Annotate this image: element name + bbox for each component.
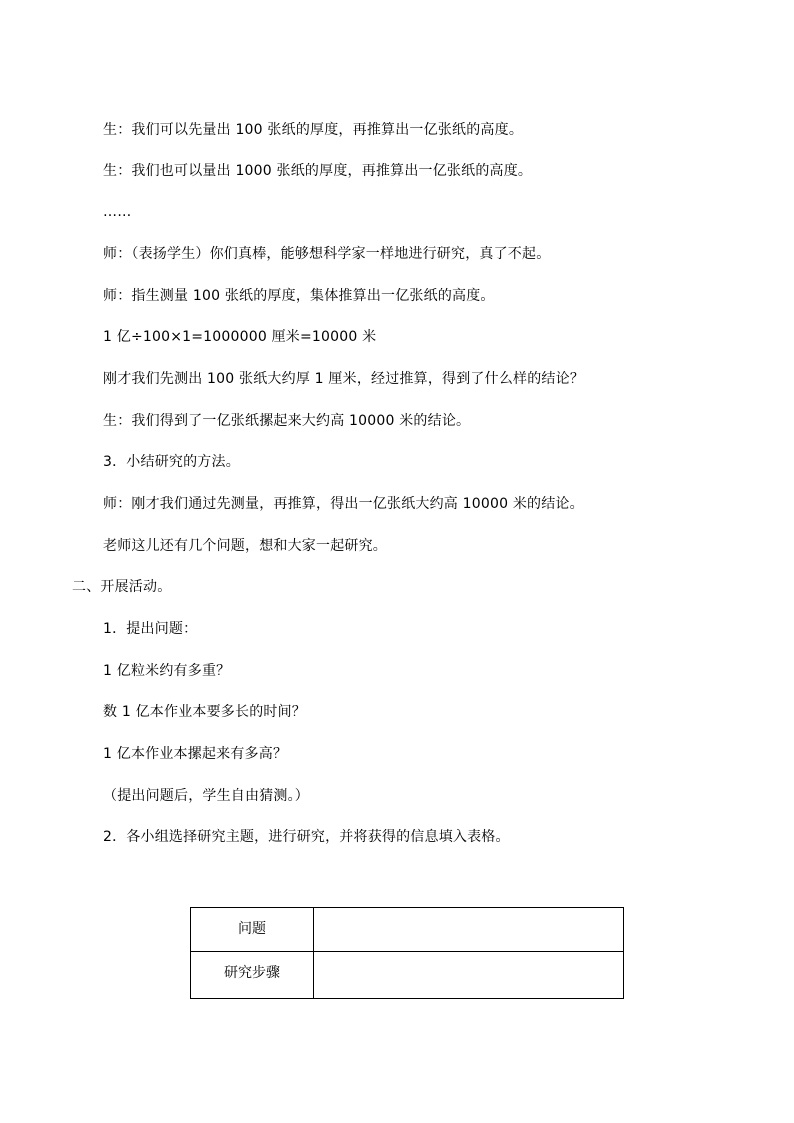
question-count-time: 数 1 亿本作业本要多长的时间？ — [103, 704, 307, 720]
question-rice-weight: 1 亿粒米约有多重？ — [103, 663, 231, 679]
paragraph-ellipsis: …… — [103, 204, 132, 220]
paragraph-teacher-praise: 师：（表扬学生）你们真棒，能够想科学家一样地进行研究，真了不起。 — [103, 246, 551, 262]
research-table — [190, 907, 624, 999]
paragraph-teacher-measure: 师：指生测量 100 张纸的厚度，集体推算出一亿张纸的高度。 — [103, 288, 495, 304]
paragraph-student-conclusion: 生：我们得到了一亿张纸摞起来大约高 10000 米的结论。 — [103, 413, 471, 429]
paragraph-student-measure-1000: 生：我们也可以量出 1000 张纸的厚度，再推算出一亿张纸的高度。 — [103, 163, 533, 179]
heading-group-research: 2．各小组选择研究主题，进行研究，并将获得的信息填入表格。 — [103, 829, 510, 845]
paragraph-student-measure-100: 生：我们可以先量出 100 张纸的厚度，再推算出一亿张纸的高度。 — [103, 122, 524, 138]
table-label-steps: 研究步骤 — [191, 952, 314, 999]
paragraph-question-conclusion: 刚才我们先测出 100 张纸大约厚 1 厘米，经过推算，得到了什么样的结论？ — [103, 371, 585, 387]
paragraph-guess-note: （提出问题后，学生自由猜测。） — [103, 788, 309, 804]
table-row — [191, 952, 624, 999]
table-cell-question-value — [314, 908, 624, 952]
section-heading-activities: 二、开展活动。 — [72, 579, 172, 595]
paragraph-more-questions: 老师这儿还有几个问题，想和大家一起研究。 — [103, 538, 387, 554]
table-label-question: 问题 — [191, 908, 314, 952]
table-row — [191, 908, 624, 952]
question-stack-height: 1 亿本作业本摞起来有多高？ — [103, 746, 288, 762]
heading-raise-questions: 1．提出问题： — [103, 621, 198, 637]
table-cell-steps-value — [314, 952, 624, 999]
paragraph-formula: 1 亿÷100×1=1000000 厘米=10000 米 — [103, 329, 377, 345]
paragraph-teacher-summary: 师：刚才我们通过先测量，再推算，得出一亿张纸大约高 10000 米的结论。 — [103, 496, 584, 512]
heading-summary-method: 3．小结研究的方法。 — [103, 454, 240, 470]
